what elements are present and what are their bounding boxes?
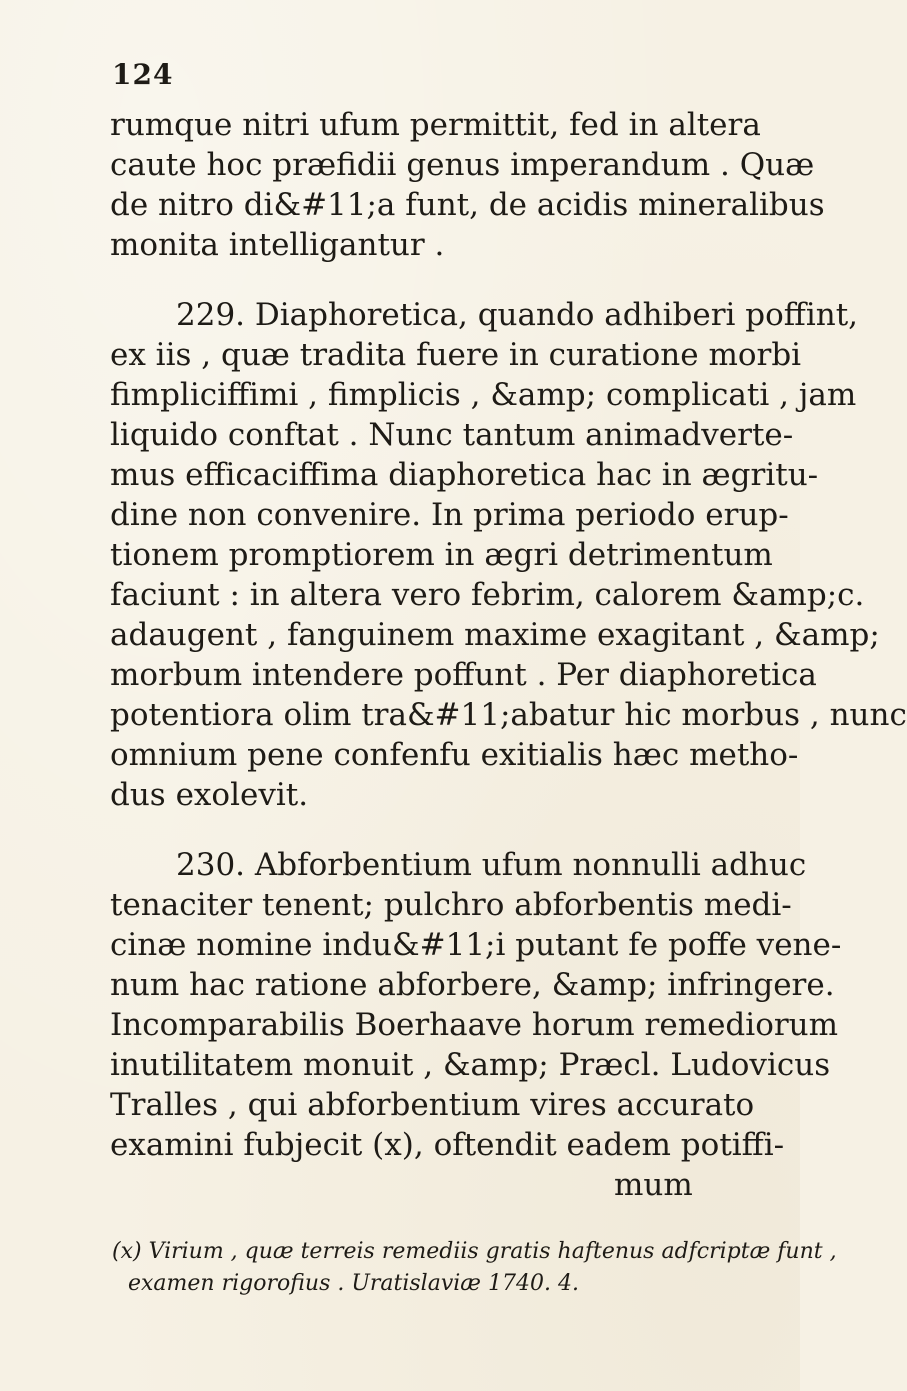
text-line: liquido conftat . Nunc tantum animadverte- bbox=[110, 417, 794, 453]
text-line: dine non convenire. In prima periodo erup- bbox=[110, 497, 789, 533]
text-line: morbum intendere poffunt . Per diaphoretica bbox=[110, 657, 817, 693]
text-line: faciunt : in altera vero febrim, calorem &amp;c. bbox=[110, 577, 865, 613]
text-line: mus efficaciffima diaphoretica hac in ægritu- bbox=[110, 457, 819, 493]
text-line: tionem promptiorem in ægri detrimentum bbox=[110, 537, 773, 573]
footnote-line: examen rigorofius . Uratislaviæ 1740. 4. bbox=[128, 1271, 579, 1296]
text-line: rumque nitri ufum permittit, fed in altera bbox=[110, 107, 761, 143]
text-line: Incomparabilis Boerhaave horum remediorum bbox=[110, 1007, 839, 1043]
text-line: num hac ratione abforbere, &amp; infringere. bbox=[110, 967, 835, 1003]
text-line: cinæ nomine indu&#11;i putant fe poffe vene- bbox=[110, 927, 842, 963]
text-line: tenaciter tenent; pulchro abforbentis medi- bbox=[110, 887, 792, 923]
text-line: examini fubjecit (x), oftendit eadem potiffi- bbox=[110, 1127, 785, 1163]
text-line: potentiora olim tra&#11;abatur hic morbus , nunc bbox=[110, 697, 907, 733]
footnote-line: (x) Virium , quæ terreis remediis gratis haftenus adfcriptæ funt , bbox=[112, 1239, 837, 1264]
paragraph-229-start: 229. Diaphoretica, quando adhiberi poffint, bbox=[176, 297, 859, 333]
text-line: dus exolevit. bbox=[110, 777, 309, 813]
text-line: inutilitatem monuit , &amp; Præcl. Ludovicus bbox=[110, 1047, 831, 1083]
text-line: caute hoc præfidii genus imperandum . Quæ bbox=[110, 147, 815, 183]
text-line: adaugent , fanguinem maxime exagitant , &amp; bbox=[110, 617, 880, 653]
text-line: omnium pene confenfu exitialis hæc metho- bbox=[110, 737, 799, 773]
text-line: de nitro di&#11;a funt, de acidis mineralibus bbox=[110, 187, 825, 223]
paragraph-230-start: 230. Abforbentium ufum nonnulli adhuc bbox=[176, 847, 807, 883]
text-line: monita intelligantur . bbox=[110, 227, 445, 263]
catchword: mum bbox=[614, 1167, 693, 1203]
page-number: 124 bbox=[112, 58, 174, 91]
text-line: Tralles , qui abforbentium vires accurato bbox=[110, 1087, 755, 1123]
text-line: fimpliciffimi , fimplicis , &amp; complicati , jam bbox=[110, 377, 857, 413]
text-line: ex iis , quæ tradita fuere in curatione morbi bbox=[110, 337, 802, 373]
